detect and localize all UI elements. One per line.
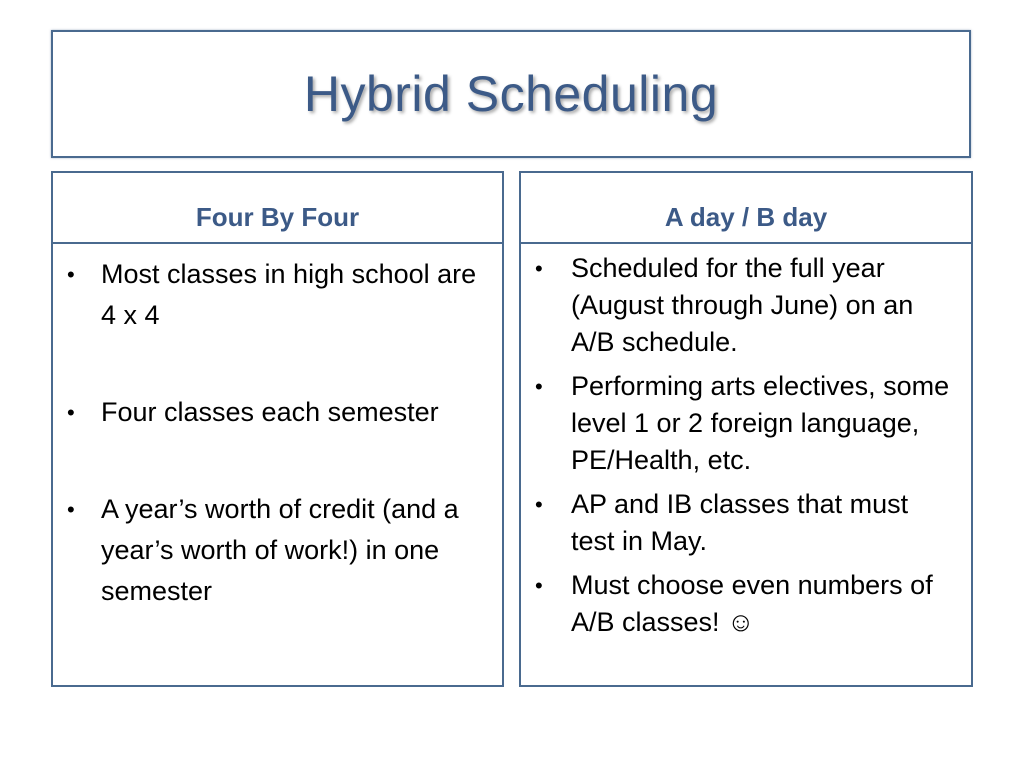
list-item <box>61 392 482 433</box>
four-by-four-panel <box>51 171 504 687</box>
slide-title: Hybrid Scheduling <box>303 66 719 122</box>
ab-day-header: A day / B day <box>521 173 971 244</box>
ab-day-list <box>521 244 971 641</box>
title-box <box>51 30 971 158</box>
four-by-four-list <box>53 244 502 612</box>
bullet-icon: • <box>535 374 543 399</box>
list-item-text: Performing arts electives, some level 1 or 2 foreign language, PE/Health, etc. <box>571 371 950 475</box>
list-item-text: Scheduled for the full year (August through June) on an A/B schedule. <box>571 253 914 357</box>
list-item <box>529 486 959 560</box>
list-item-text: AP and IB classes that must test in May. <box>571 489 909 556</box>
list-item-text: Must choose even numbers of A/B classes! ☺ <box>571 570 933 637</box>
bullet-icon: • <box>535 573 543 598</box>
bullet-icon: • <box>67 262 75 287</box>
bullet-icon: • <box>67 497 75 522</box>
list-item <box>529 250 959 361</box>
list-item-text: Four classes each semester <box>101 397 439 427</box>
bullet-icon: • <box>535 256 543 281</box>
list-item-text: Most classes in high school are 4 x 4 <box>101 259 477 330</box>
list-item-text: A year’s worth of credit (and a year’s worth of work!) in one semester <box>101 494 459 606</box>
bullet-icon: • <box>535 492 543 517</box>
list-item <box>529 567 959 641</box>
ab-day-panel <box>519 171 973 687</box>
list-item <box>529 368 959 479</box>
four-by-four-header: Four By Four <box>53 173 502 244</box>
bullet-icon: • <box>67 400 75 425</box>
list-item <box>61 254 482 336</box>
list-item <box>61 489 482 612</box>
